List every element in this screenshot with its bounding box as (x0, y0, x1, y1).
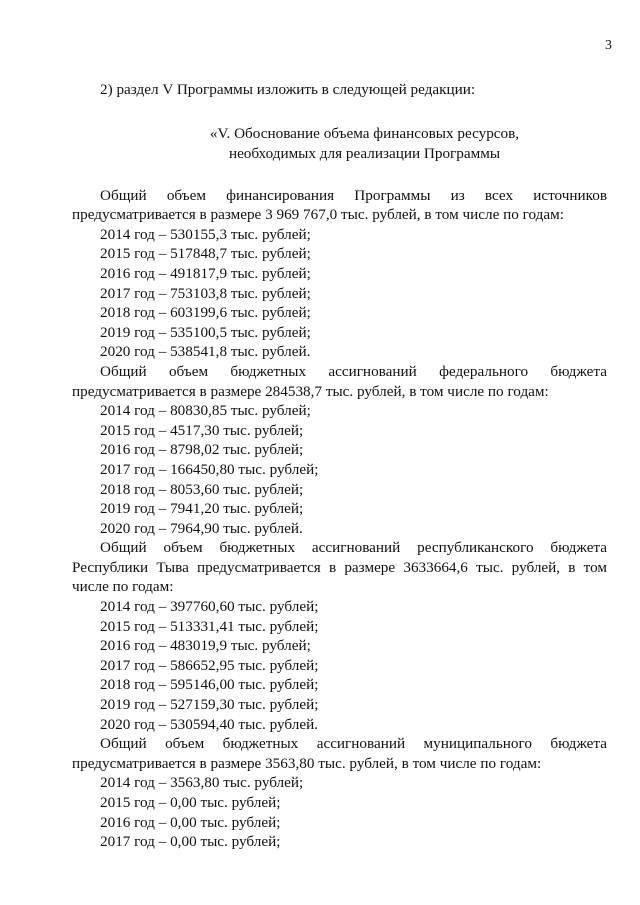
section-paragraph: Общий объем бюджетных ассигнований муниципального бюджета предусматривается в размере 3563,80 тыс. рублей, в том числе по годам: (72, 735, 607, 772)
list-item: 2020 год – 538541,8 тыс. рублей. (100, 343, 311, 361)
list-item: 2018 год – 603199,6 тыс. рублей; (100, 304, 311, 322)
year-list (72, 597, 607, 734)
page-number: 3 (605, 38, 612, 53)
list-item: 2018 год – 595146,00 тыс. рублей; (100, 676, 319, 694)
list-item: 2014 год – 80830,85 тыс. рублей; (100, 402, 311, 420)
document-body (72, 80, 607, 852)
list-item: 2015 год – 4517,30 тыс. рублей; (100, 421, 304, 439)
funding-section-municipal (72, 734, 607, 852)
funding-section-total (72, 186, 607, 362)
intro-paragraph: 2) раздел V Программы изложить в следующей редакции: (100, 81, 476, 98)
year-list (72, 401, 607, 538)
list-item: 2015 год – 513331,41 тыс. рублей; (100, 617, 319, 635)
year-list (72, 225, 607, 362)
section-paragraph: Общий объем бюджетных ассигнований республиканского бюджета Республики Тыва предусматривается в размере 3633664,6 тыс. рублей, в том числе по годам: (72, 539, 607, 596)
list-item: 2017 год – 0,00 тыс. рублей; (100, 833, 281, 851)
section-heading (72, 124, 607, 164)
list-item: 2019 год – 7941,20 тыс. рублей; (100, 500, 304, 518)
list-item: 2016 год – 491817,9 тыс. рублей; (100, 264, 311, 282)
list-item: 2017 год – 753103,8 тыс. рублей; (100, 284, 311, 302)
list-item: 2019 год – 527159,30 тыс. рублей; (100, 696, 319, 714)
list-item: 2014 год – 3563,80 тыс. рублей; (100, 774, 304, 792)
list-item: 2019 год – 535100,5 тыс. рублей; (100, 323, 311, 341)
list-item: 2017 год – 586652,95 тыс. рублей; (100, 656, 319, 674)
list-item: 2016 год – 0,00 тыс. рублей; (100, 813, 281, 831)
list-item: 2016 год – 8798,02 тыс. рублей; (100, 441, 304, 459)
section-heading-line-1: «V. Обоснование объема финансовых ресурсов, (209, 124, 520, 142)
list-item: 2014 год – 397760,60 тыс. рублей; (100, 598, 319, 616)
section-paragraph: Общий объем финансирования Программы из всех источников предусматривается в размере 3 969 767,0 тыс. рублей, в том числе по годам: (72, 186, 607, 224)
list-item: 2015 год – 517848,7 тыс. рублей; (100, 245, 311, 263)
section-paragraph: Общий объем бюджетных ассигнований федерального бюджета предусматривается в размере 284538,7 тыс. рублей, в том числе по годам: (72, 362, 607, 400)
list-item: 2018 год – 8053,60 тыс. рублей; (100, 480, 304, 498)
funding-section-federal (72, 362, 607, 538)
list-item: 2017 год – 166450,80 тыс. рублей; (100, 460, 319, 478)
list-item: 2020 год – 530594,40 тыс. рублей. (100, 715, 318, 733)
list-item: 2020 год – 7964,90 тыс. рублей. (100, 519, 303, 537)
section-heading-line-2: необходимых для реализации Программы (228, 144, 501, 162)
year-list (72, 773, 607, 851)
list-item: 2016 год – 483019,9 тыс. рублей; (100, 637, 311, 655)
list-item: 2014 год – 530155,3 тыс. рублей; (100, 225, 311, 243)
funding-section-republican (72, 538, 607, 734)
list-item: 2015 год – 0,00 тыс. рублей; (100, 794, 281, 811)
